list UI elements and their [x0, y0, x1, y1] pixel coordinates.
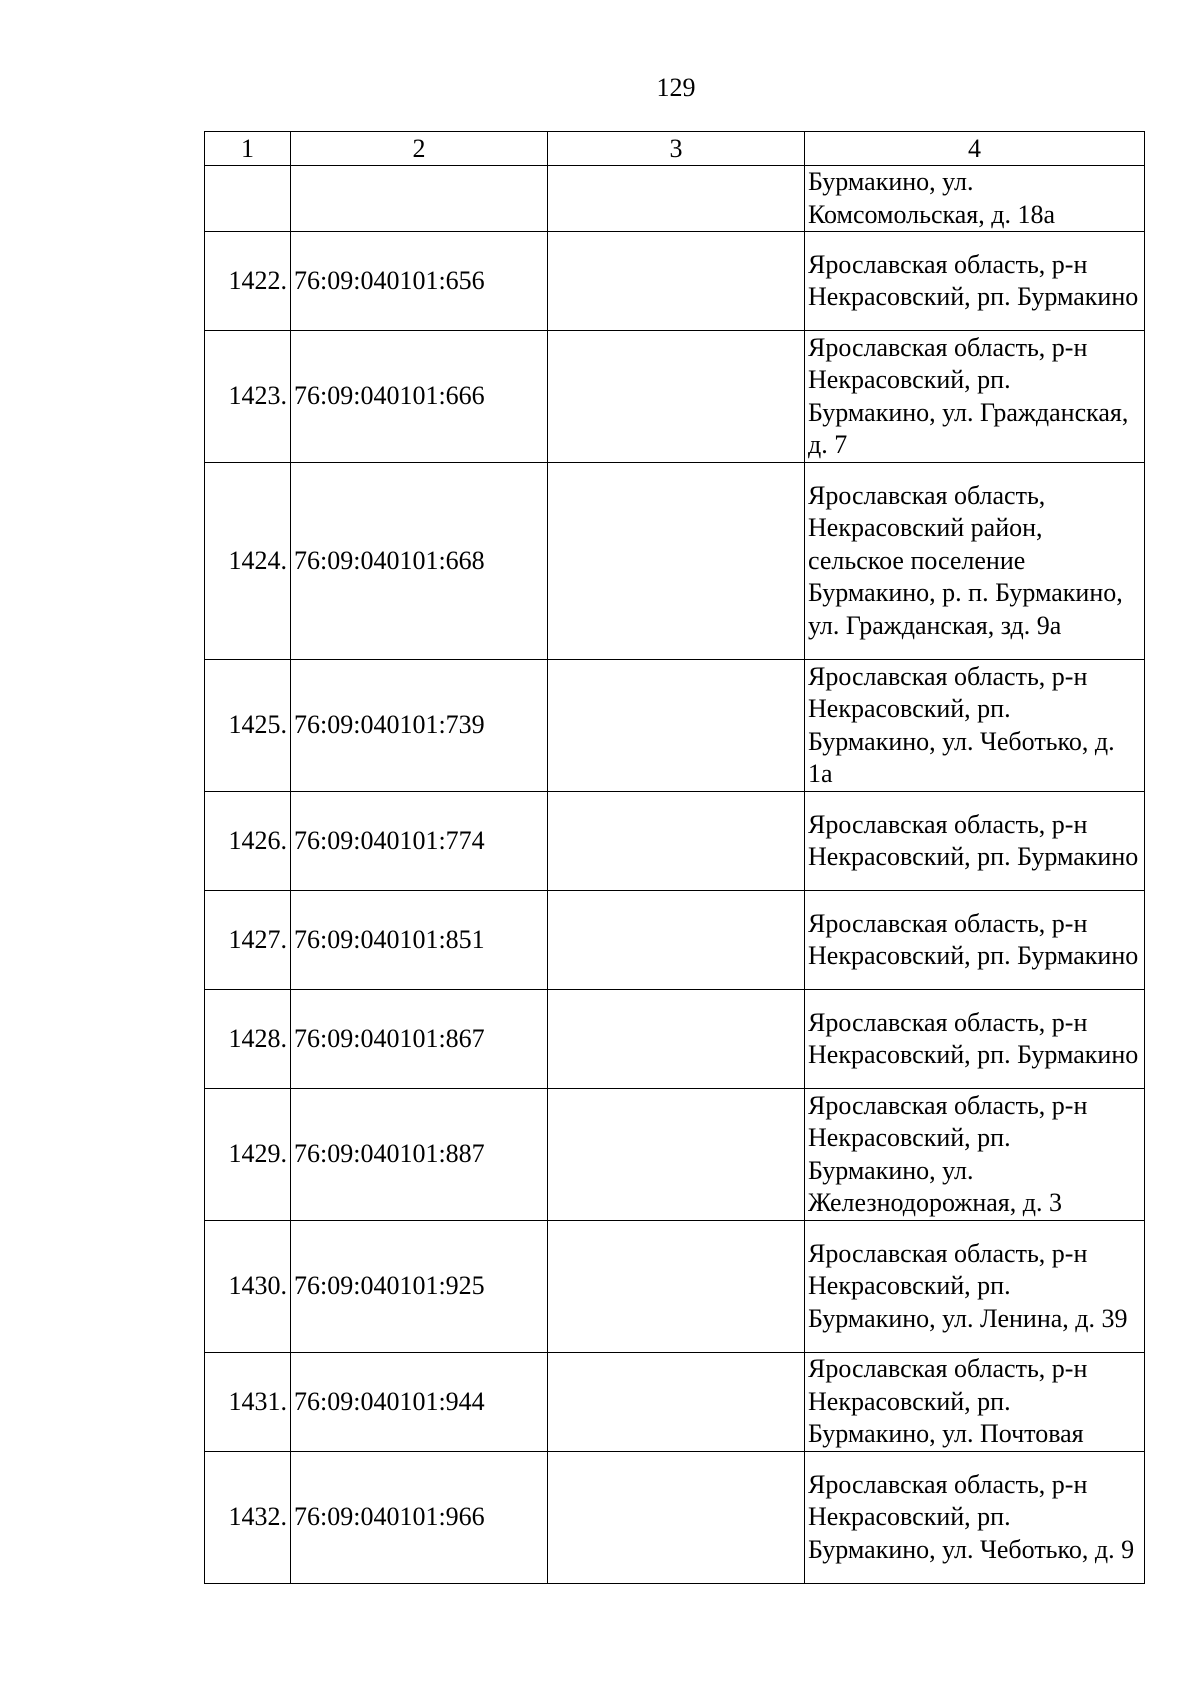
address-cell: Ярославская область, Некрасовский район, сельское поселение Бурмакино, р. п. Бурмакино, ул. Гражданская, зд. 9а	[805, 463, 1145, 660]
row-number: 1432.	[205, 1452, 291, 1584]
address-cell: Ярославская область, р-н Некрасовский, рп. Бурмакино, ул. Чеботько, д. 1а	[805, 660, 1145, 792]
row-number: 1429.	[205, 1089, 291, 1221]
cadastral-number: 76:09:040101:966	[291, 1452, 548, 1584]
address-cell: Ярославская область, р-н Некрасовский, рп. Бурмакино	[805, 792, 1145, 891]
column-3-cell	[548, 1353, 805, 1452]
cadastral-number: 76:09:040101:867	[291, 990, 548, 1089]
row-number: 1426.	[205, 792, 291, 891]
column-3-cell	[548, 1452, 805, 1584]
column-3-cell	[548, 792, 805, 891]
column-3-cell	[548, 660, 805, 792]
table-row	[205, 990, 1145, 1089]
column-3-cell	[548, 891, 805, 990]
column-3-cell	[548, 1089, 805, 1221]
table-row	[205, 660, 1145, 792]
cadastral-number: 76:09:040101:774	[291, 792, 548, 891]
address-cell: Ярославская область, р-н Некрасовский, рп. Бурмакино, ул. Чеботько, д. 9	[805, 1452, 1145, 1584]
header-col-3: 3	[548, 132, 805, 166]
address-cell: Бурмакино, ул. Комсомольская, д. 18а	[805, 166, 1145, 232]
page-number: 129	[656, 73, 696, 102]
address-cell: Ярославская область, р-н Некрасовский, рп. Бурмакино	[805, 990, 1145, 1089]
cadastral-number: 76:09:040101:851	[291, 891, 548, 990]
cadastral-number: 76:09:040101:656	[291, 232, 548, 331]
column-3-cell	[548, 1221, 805, 1353]
cadastral-number: 76:09:040101:887	[291, 1089, 548, 1221]
table-row	[205, 1353, 1145, 1452]
column-3-cell	[548, 232, 805, 331]
cadastral-number: 76:09:040101:666	[291, 331, 548, 463]
column-3-cell	[548, 166, 805, 232]
table-row	[205, 463, 1145, 660]
row-number: 1428.	[205, 990, 291, 1089]
header-col-4: 4	[805, 132, 1145, 166]
row-number: 1425.	[205, 660, 291, 792]
column-3-cell	[548, 463, 805, 660]
address-cell: Ярославская область, р-н Некрасовский, рп. Бурмакино, ул. Железнодорожная, д. 3	[805, 1089, 1145, 1221]
address-cell: Ярославская область, р-н Некрасовский, рп. Бурмакино	[805, 891, 1145, 990]
row-number: 1423.	[205, 331, 291, 463]
row-number: 1422.	[205, 232, 291, 331]
cadastral-number: 76:09:040101:925	[291, 1221, 548, 1353]
address-cell: Ярославская область, р-н Некрасовский, рп. Бурмакино, ул. Почтовая	[805, 1353, 1145, 1452]
table-row	[205, 331, 1145, 463]
cadastral-number: 76:09:040101:739	[291, 660, 548, 792]
table-row	[205, 232, 1145, 331]
table-row	[205, 792, 1145, 891]
table-row	[205, 1221, 1145, 1353]
row-number: 1424.	[205, 463, 291, 660]
column-3-cell	[548, 990, 805, 1089]
cadastral-number: 76:09:040101:944	[291, 1353, 548, 1452]
header-row	[205, 132, 1145, 166]
cadastral-number	[291, 166, 548, 232]
row-number	[205, 166, 291, 232]
address-cell: Ярославская область, р-н Некрасовский, рп. Бурмакино	[805, 232, 1145, 331]
address-cell: Ярославская область, р-н Некрасовский, рп. Бурмакино, ул. Ленина, д. 39	[805, 1221, 1145, 1353]
row-number: 1427.	[205, 891, 291, 990]
cadastral-number: 76:09:040101:668	[291, 463, 548, 660]
table-row	[205, 166, 1145, 232]
register-table	[204, 131, 1145, 1584]
table-row	[205, 1452, 1145, 1584]
table-row	[205, 1089, 1145, 1221]
row-number: 1430.	[205, 1221, 291, 1353]
row-number: 1431.	[205, 1353, 291, 1452]
header-col-1: 1	[205, 132, 291, 166]
header-col-2: 2	[291, 132, 548, 166]
column-3-cell	[548, 331, 805, 463]
address-cell: Ярославская область, р-н Некрасовский, рп. Бурмакино, ул. Гражданская, д. 7	[805, 331, 1145, 463]
table-row	[205, 891, 1145, 990]
